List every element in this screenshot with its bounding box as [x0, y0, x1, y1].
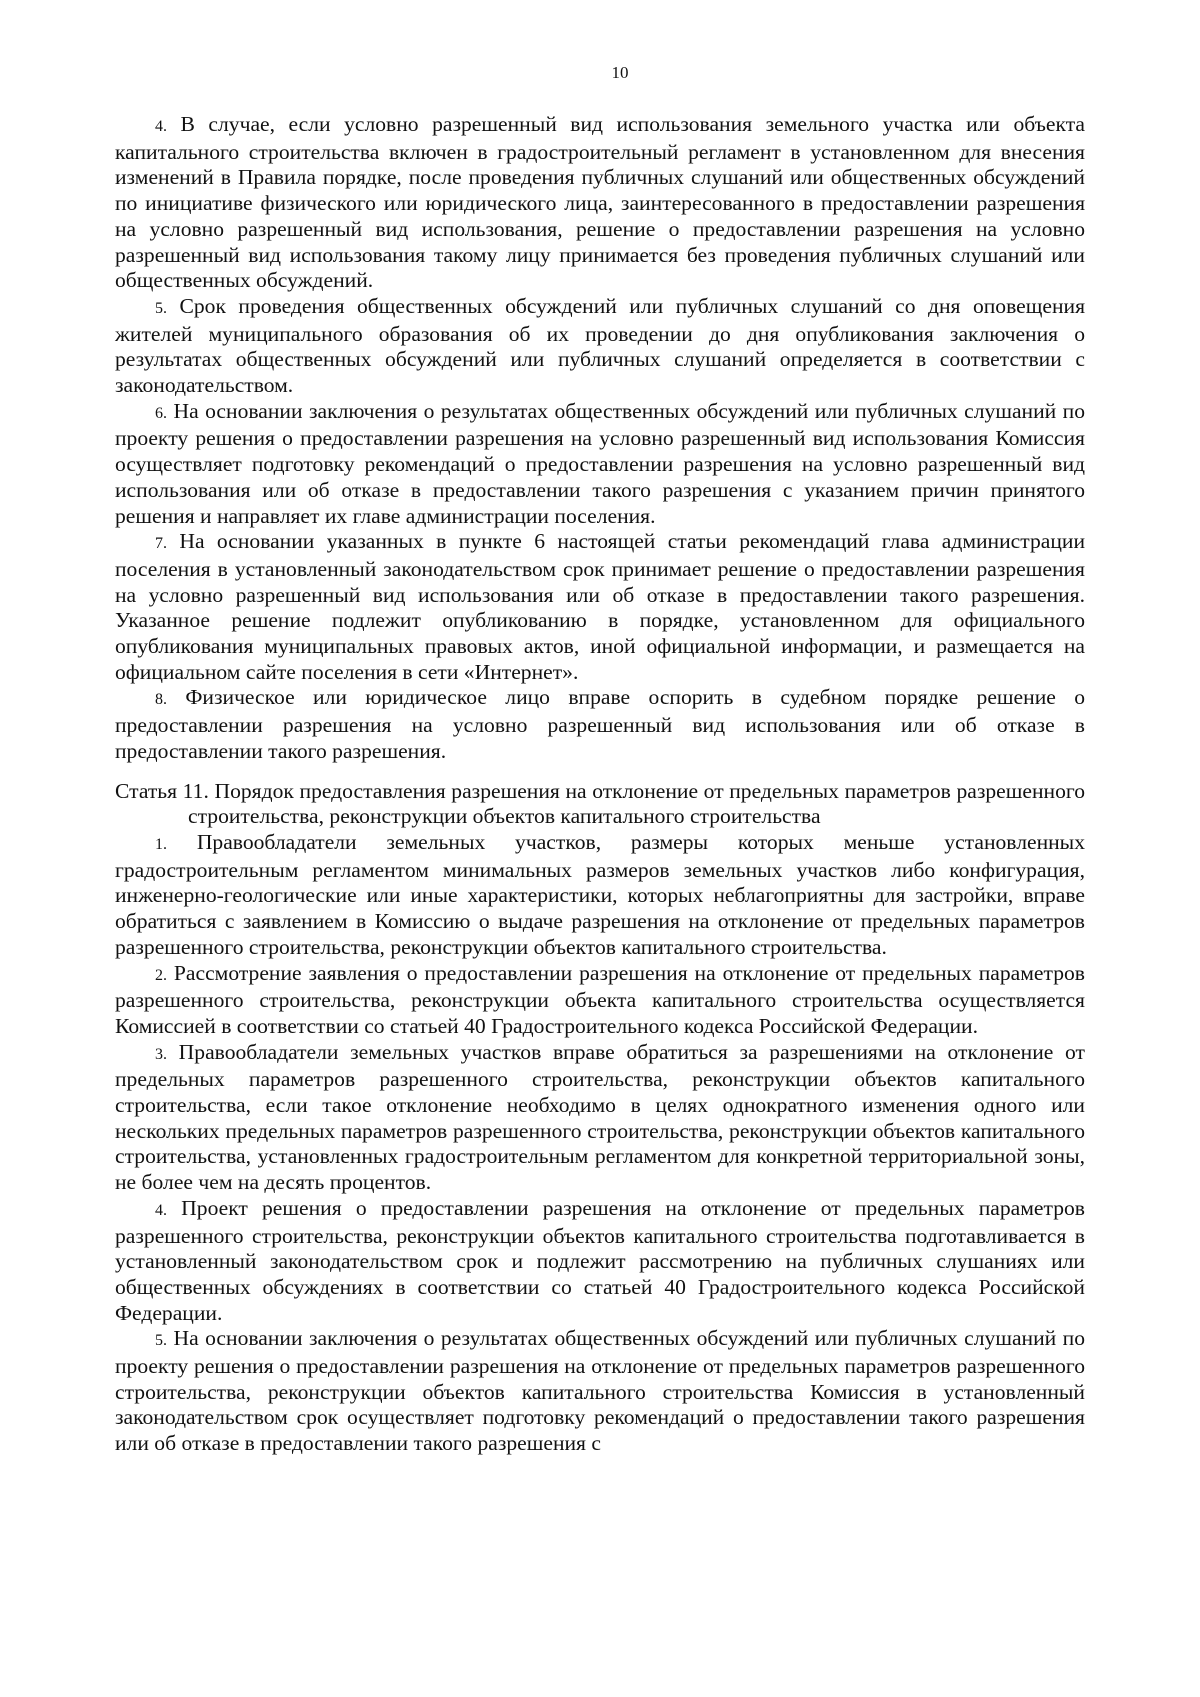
paragraph-5 [115, 294, 1085, 399]
paragraph-text: Рассмотрение заявления о предоставлении разрешения на отклонение от предельных параметров разрешенного строительства, реконструкции объекта капитального строительства осуществляется Комиссией в соответствии со статьей 40 Градостроительного кодекса Российской Федерации. [115, 960, 1085, 1038]
paragraph-number: 7. [155, 535, 167, 553]
paragraph-number: 3. [155, 1045, 167, 1063]
paragraph-7 [115, 529, 1085, 685]
paragraph-number: 6. [155, 404, 167, 422]
paragraph-6 [115, 399, 1085, 530]
article-11-paragraph-2 [115, 961, 1085, 1040]
paragraph-number: 2. [155, 966, 167, 984]
paragraph-4 [115, 112, 1085, 294]
paragraph-text: На основании заключения о результатах общественных обсуждений или публичных слушаний по проекту решения о предоставлении разрешения на условно разрешенный вид использования Комиссия осуществляет подготовку рекомендаций о предоставлении разрешения на условно разрешенный вид использования или об отказе в предоставлении такого разрешения с указанием причин принятого решения и направляет их главе администрации поселения. [115, 398, 1086, 528]
paragraph-number: 4. [155, 1201, 167, 1219]
article-11-paragraph-4 [115, 1196, 1085, 1327]
section-top [115, 112, 1085, 765]
paragraph-text: В случае, если условно разрешенный вид использования земельного участка или объекта капитального строительства включен в градостроительный регламент в установленном для внесения изменений в Правила порядке, после проведения публичных слушаний или общественных обсуждений по инициативе физического или юридического лица, заинтересованного в предоставлении разрешения на условно разрешенный вид использования, решение о предоставлении разрешения на условно разрешенный вид использования такому лицу принимается без проведения публичных слушаний или общественных обсуждений. [115, 112, 1085, 293]
paragraph-text: Правообладатели земельных участков, размеры которых меньше установленных градостроительным регламентом минимальных размеров земельных участков либо конфигурация, инженерно-геологические или иные характеристики, которых неблагоприятны для застройки, вправе обратиться с заявлением в Комиссию о выдаче разрешения на отклонение от предельных параметров разрешенного строительства, реконструкции объектов капитального строительства. [115, 829, 1085, 959]
page-number: 10 [611, 63, 629, 82]
paragraph-text: Срок проведения общественных обсуждений или публичных слушаний со дня оповещения жителей муниципального образования об их проведении до дня опубликования заключения о результатах общественных обсуждений или публичных слушаний определяется в соответствии с законодательством. [115, 293, 1086, 398]
paragraph-number: 8. [155, 691, 167, 709]
paragraph-number: 4. [155, 118, 167, 135]
article-11-paragraph-1 [115, 830, 1085, 961]
paragraph-text: Правообладатели земельных участков вправе обратиться за разрешениями на отклонение от предельных параметров разрешенного строительства, реконструкции объектов капитального строительства, если такое отклонение необходимо в целях однократного изменения одного или нескольких предельных параметров разрешенного строительства, реконструкции объектов капитального строительства, установленных градостроительным регламентом для конкретной территориальной зоны, не более чем на десять процентов. [115, 1039, 1085, 1195]
paragraph-number: 5. [155, 299, 167, 317]
article-heading: Статья 11. Порядок предоставления разрешения на отклонение от предельных параметров разрешенного строительства, реконструкции объектов капитального строительства [115, 778, 1085, 829]
article-11-paragraph-3 [115, 1040, 1085, 1196]
paragraph-text: На основании указанных в пункте 6 настоящей статьи рекомендаций глава администрации поселения в установленный законодательством срок принимает решение о предоставлении разрешения на условно разрешенный вид использования или об отказе в предоставлении такого разрешения. Указанное решение подлежит опубликованию в порядке, установленном для официального опубликования муниципальных правовых актов, иной официальной информации, и размещается на официальном сайте поселения в сети «Интернет». [115, 529, 1085, 684]
paragraph-text: Проект решения о предоставлении разрешения на отклонение от предельных параметров разрешенного строительства, реконструкции объектов капитального строительства подготавливается в установленный законодательством срок и подлежит рассмотрению на публичных слушаниях или общественных обсуждениях в соответствии со статьей 40 Градостроительного кодекса Российской Федерации. [115, 1195, 1085, 1325]
paragraph-text: На основании заключения о результатах общественных обсуждений или публичных слушаний по проекту решения о предоставлении разрешения на отклонение от предельных параметров разрешенного строительства, реконструкции объектов капитального строительства Комиссия в установленный законодательством срок осуществляет подготовку рекомендаций о предоставлении такого разрешения или об отказе в предоставлении такого разрешения с [115, 1326, 1086, 1456]
document-page [115, 62, 1085, 1457]
article-11-paragraph-5 [115, 1326, 1085, 1457]
paragraph-number: 1. [155, 835, 167, 853]
paragraph-text: Физическое или юридическое лицо вправе оспорить в судебном порядке решение о предоставлении разрешения на условно разрешенный вид использования или об отказе в предоставлении такого разрешения. [115, 685, 1086, 763]
paragraph-8 [115, 685, 1085, 764]
paragraph-number: 5. [155, 1332, 167, 1350]
section-article-11 [115, 830, 1085, 1457]
